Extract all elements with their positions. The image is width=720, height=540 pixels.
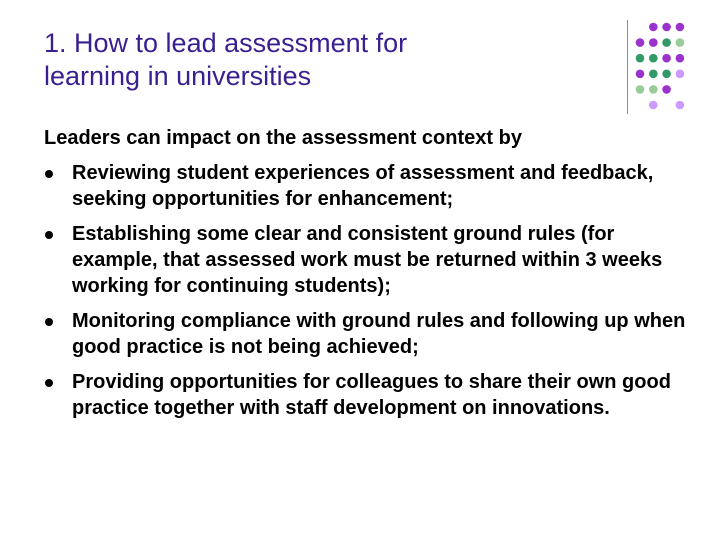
decor-dot-1-3: [676, 38, 685, 47]
decor-dot-5-1: [649, 101, 658, 110]
bullet-text-2: Establishing some clear and consistent ground rules (for example, that assessed work must be returned within 3 weeks working for continuing students);: [72, 223, 663, 297]
decor-dot-3-3: [676, 70, 685, 79]
decor-dot-0-2: [662, 23, 671, 32]
decor-dot-4-1: [649, 85, 658, 94]
bullet-dot-icon: [45, 170, 53, 178]
decor-dot-0-1: [649, 23, 658, 32]
bullet-item-4: [44, 369, 694, 421]
bullet-dot-icon: [45, 318, 53, 326]
slide-title: [44, 27, 584, 93]
decor-dot-4-0: [636, 85, 645, 94]
title-divider: [627, 20, 628, 114]
decor-dot-5-3: [676, 101, 685, 110]
decor-dot-3-2: [662, 70, 671, 79]
bullet-text-3: Monitoring compliance with ground rules and following up when good practice is not being achieved;: [72, 310, 686, 358]
bullet-text-1: Reviewing student experiences of assessment and feedback, seeking opportunities for enhancement;: [72, 162, 654, 210]
decor-dot-1-0: [636, 38, 645, 47]
bullet-text-4: Providing opportunities for colleagues to share their own good practice together with staff development on innovations.: [72, 371, 671, 419]
decor-dot-1-1: [649, 38, 658, 47]
decor-dot-2-1: [649, 54, 658, 63]
slide-title-line-2: learning in universities: [44, 61, 312, 91]
decor-dot-2-2: [662, 54, 671, 63]
intro-text: Leaders can impact on the assessment context by: [44, 127, 522, 149]
bullet-dot-icon: [45, 379, 53, 387]
bullet-dot-icon: [45, 231, 53, 239]
slide-body: [44, 125, 694, 430]
decor-dot-4-2: [662, 85, 671, 94]
bullet-item-3: [44, 308, 694, 360]
bullet-list: [44, 160, 694, 421]
decor-dot-2-0: [636, 54, 645, 63]
decor-dot-3-1: [649, 70, 658, 79]
decor-dot-0-3: [676, 23, 685, 32]
decor-dot-2-3: [676, 54, 685, 63]
decor-dot-3-0: [636, 70, 645, 79]
decor-dot-1-2: [662, 38, 671, 47]
slide-title-line-1: 1. How to lead assessment for: [44, 28, 408, 58]
bullet-item-1: [44, 160, 694, 212]
bullet-item-2: [44, 221, 694, 299]
